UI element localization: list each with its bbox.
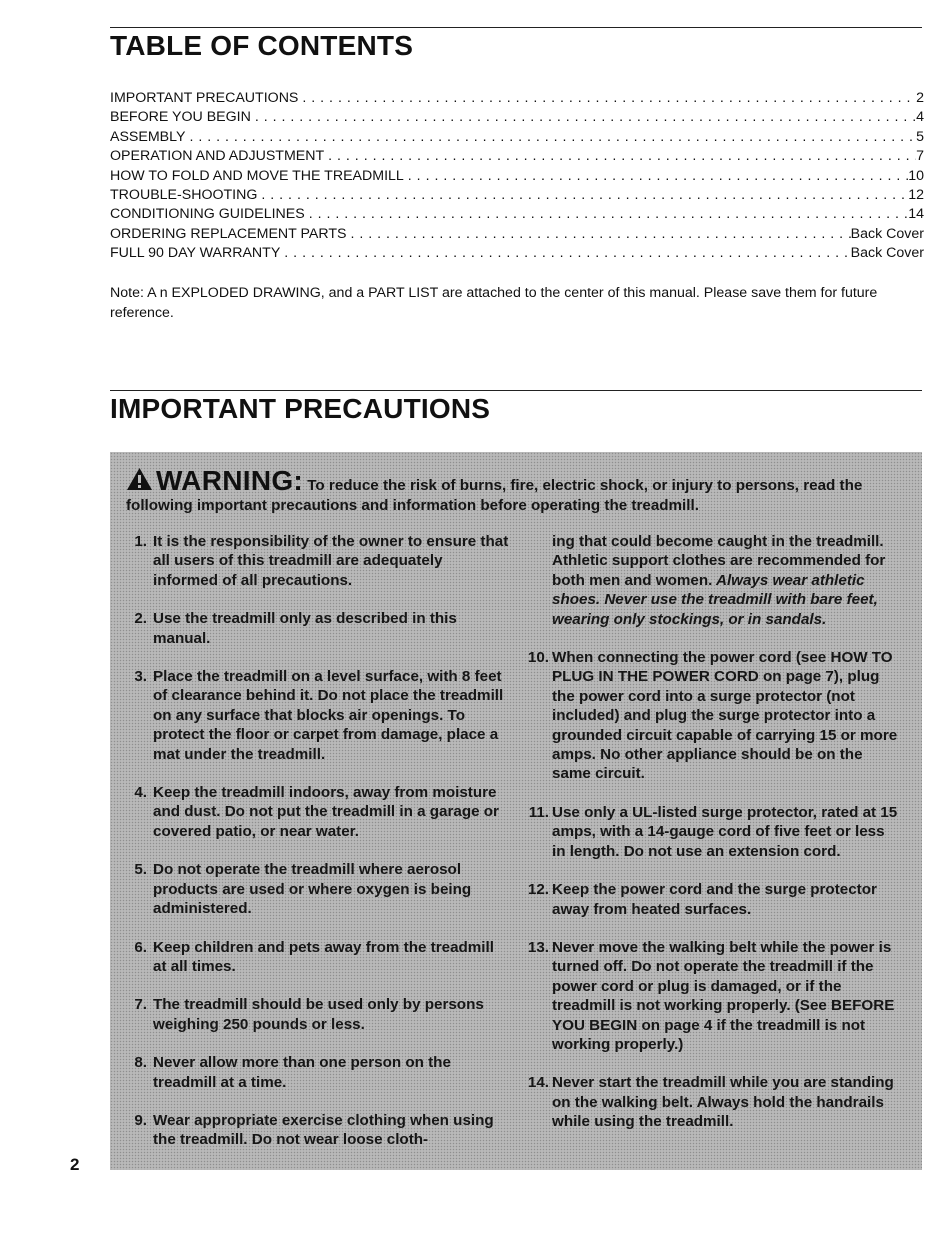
warning-intro xyxy=(126,466,908,516)
precaution-item: 2. Use the treadmill only as described in this manual. xyxy=(134,610,457,647)
toc-entry[interactable]: HOW TO FOLD AND MOVE THE TREADMILL . . . 10 xyxy=(110,167,924,186)
precaution-item: 6. Keep children and pets away from the treadmill at all times. xyxy=(134,938,494,975)
section-rule xyxy=(110,390,922,391)
precaution-item: 4. Keep the treadmill indoors, away from moisture and dust. Do not put the treadmill in a garage or covered patio, or near water. xyxy=(134,784,499,840)
warning-label-group xyxy=(126,465,304,496)
toc-entry[interactable]: TROUBLE-SHOOTING . . . 12 xyxy=(110,186,924,205)
precaution-item: 12. Keep the power cord and the surge protector away from heated surfaces. xyxy=(527,881,877,918)
toc-entry[interactable]: OPERATION AND ADJUSTMENT . . . 7 xyxy=(110,147,924,166)
precaution-item: 5. Do not operate the treadmill where aerosol products are used or where oxygen is being administered. xyxy=(134,861,472,918)
precaution-item: 3. Place the treadmill on a level surface, with 8 feet of clearance behind it. Do not place the treadmill on any surface that blocks air openings. To protect the floor or carpet from damage, place a mat under the treadmill. xyxy=(134,668,504,763)
precaution-item: 9. Wear appropriate exercise clothing when using the treadmill. Do not wear loose cloth- xyxy=(134,1111,494,1149)
precautions-right-column xyxy=(524,532,902,1169)
top-rule xyxy=(110,27,922,28)
precautions-left-column xyxy=(124,532,510,1169)
precaution-item: 10. When connecting the power cord (see HOW TO PLUG IN THE POWER CORD on page 7), plug the power cord into a surge protector (not included) and plug the surge protector into a grounded circuit capable of carrying 15 or more amps. No other appliance should be on the same circuit. xyxy=(527,649,898,783)
toc-note: Note: A n EXPLODED DRAWING, and a PART LIST are attached to the center of this manual. Please save them for future reference. xyxy=(110,285,878,321)
warning-label: WARNING: xyxy=(156,465,304,496)
precautions-heading: IMPORTANT PRECAUTIONS xyxy=(110,393,491,424)
precaution-item: 1. It is the responsibility of the owner to ensure that all users of this treadmill are adequately informed of all precautions. xyxy=(134,533,509,589)
page-number: 2 xyxy=(70,1155,80,1174)
warning-triangle-icon xyxy=(126,467,153,491)
toc-entry[interactable]: FULL 90 DAY WARRANTY . . . Back Cover xyxy=(110,244,924,263)
toc-entry[interactable]: CONDITIONING GUIDELINES . . . 14 xyxy=(110,205,924,224)
warning-text: To reduce the risk of burns, fire, electric shock, or injury to persons, read the following important precautions and information before operating the treadmill. xyxy=(126,477,863,514)
precaution-item: 13. Never move the walking belt while the power is turned off. Do not operate the treadmill if the power cord or plug is damaged, or if the treadmill is not working properly. (See BEFORE YOU BEGIN on page 4 if the treadmill is not working properly.) xyxy=(527,938,895,1053)
precaution-item: 8. Never allow more than one person on the treadmill at a time. xyxy=(134,1054,451,1091)
precaution-item: 14. Never start the treadmill while you are standing on the walking belt. Always hold the handrails while using the treadmill. xyxy=(527,1074,894,1131)
warning-box xyxy=(110,452,922,1170)
precautions-columns xyxy=(124,532,908,1169)
precaution-item: 7. The treadmill should be used only by persons weighing 250 pounds or less. xyxy=(134,996,484,1033)
precaution-item-continued: ing that could become caught in the treadmill. Athletic support clothes are recommended for both men and women. Always wear athletic shoes. Never use the treadmill with bare feet, wearing only stockings, or in sandals. xyxy=(552,533,886,628)
toc-entry[interactable]: BEFORE YOU BEGIN . . . 4 xyxy=(110,108,924,127)
toc-heading: TABLE OF CONTENTS xyxy=(110,30,414,61)
toc-entry[interactable]: IMPORTANT PRECAUTIONS . . . 2 xyxy=(110,89,924,108)
toc-list xyxy=(110,89,924,264)
precaution-item: 11. Use only a UL-listed surge protector, rated at 15 amps, with a 14-gauge cord of five feet or less in length. Do not use an extension cord. xyxy=(528,803,898,860)
toc-entry[interactable]: ORDERING REPLACEMENT PARTS . . . Back Cover xyxy=(110,225,924,244)
toc-entry[interactable]: ASSEMBLY . . . 5 xyxy=(110,128,924,147)
